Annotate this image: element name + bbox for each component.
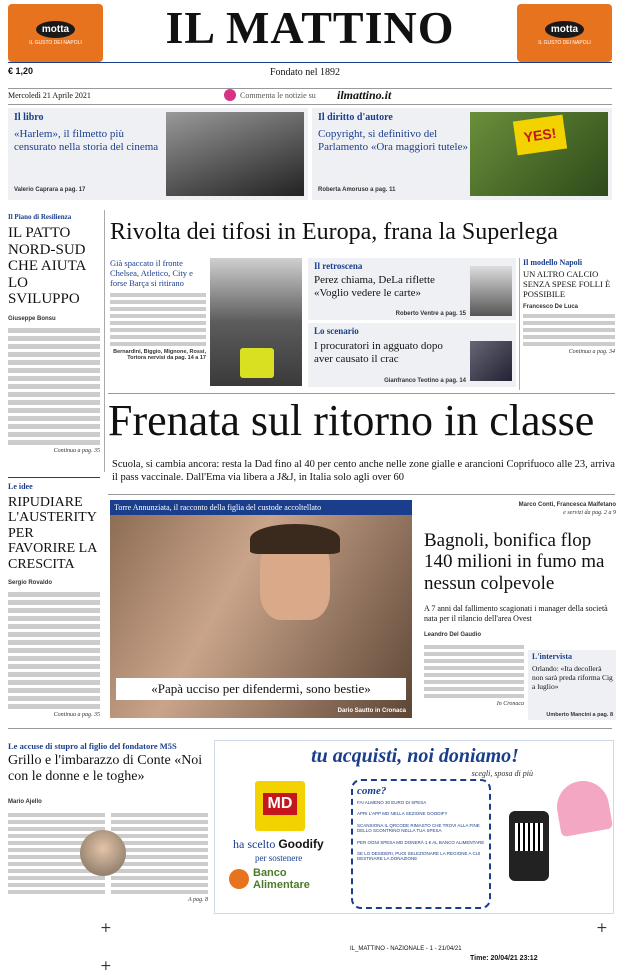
torre-byline: Dario Sautto in Cronaca	[337, 708, 406, 714]
kicker: Il Piano di Resilienza	[8, 213, 72, 221]
motta-logo: motta	[36, 21, 75, 38]
founded: Fondato nel 1892	[270, 67, 340, 78]
perez-photo	[470, 266, 512, 316]
main-authors-sub: e servizi da pag. 2 a 9	[563, 510, 616, 516]
ad-come: come?	[357, 785, 387, 797]
main-subheadline: Scuola, si cambia ancora: resta la Dad fino al 40 per cento anche nelle zone gialle e arancioni Coprifuoco alle 23, arriva il pass vaccinale. Dall'Ema via libera a J&J, in Italia solo agli over 60	[112, 459, 615, 484]
kicker: Il modello Napoli	[523, 258, 583, 267]
bagnoli-author: Leandro Del Gaudio	[424, 632, 482, 638]
continue: Continua a pag. 35	[53, 447, 100, 454]
teaser-title: Copyright, si definitivo del Parlamento «Ora maggiori tutele»	[318, 128, 468, 153]
byline: Umberto Mancini a pag. 8	[546, 712, 613, 718]
phone-image	[509, 811, 549, 881]
crop-mark-icon: +	[100, 920, 112, 936]
ad-step: APRI L'APP MD NELLA SEZIONE GOODIFY	[357, 811, 448, 817]
kicker: L'intervista	[532, 652, 572, 661]
ad-steps	[351, 779, 491, 909]
superlega-byline: Bernardini, Biggio, Mignone, Rossi, Tortora nervisi da pag. 14 a 17	[113, 348, 206, 361]
headline: IL PATTO NORD-SUD CHE AIUTA LO SVILUPPO	[8, 225, 86, 307]
teaser-kicker: Il libro	[14, 112, 44, 123]
teaser-byline: Roberta Amoruso a pag. 11	[318, 187, 396, 193]
ad-sub: IL GUSTO DEI NAPOLI	[538, 39, 591, 46]
print-time: Time: 20/04/21 23:12	[470, 955, 538, 962]
article-resilienza[interactable]	[8, 213, 100, 455]
torre-quote: «Papà ucciso per difendermi, sono bestie»	[116, 678, 406, 700]
ad-step: PER OGNI SPESA MD DONERÀ 1 € AL BANCO ALIMENTARE	[357, 839, 485, 845]
motta-logo: motta	[545, 21, 584, 38]
grillo-photo	[80, 830, 126, 876]
superlega-lead-block	[110, 258, 206, 361]
kicker: Lo scenario	[314, 326, 359, 336]
torre-banner: Torre Annunziata, il racconto della figlia del custode accoltellato	[110, 500, 412, 515]
ad-step: SCANSIONA IL QRCODE RIMASTO CHE TROVI ALLA FINE DELLO SCONTRINO NELLA TUA SPESA	[357, 822, 480, 834]
edition-line: IL_MATTINO - NAZIONALE - 1 - 21/04/21	[350, 946, 462, 952]
superlega-headline[interactable]: Rivolta dei tifosi in Europa, frana la Superlega	[110, 219, 558, 245]
scenario-box[interactable]	[308, 323, 516, 387]
bagnoli-headline[interactable]: Bagnoli, bonifica flop 140 milioni in fumo ma nessun colpevole	[424, 530, 605, 594]
heart-icon	[553, 777, 613, 837]
web-prefix: Commenta le notizie su	[240, 91, 316, 100]
superlega-lead: Già spaccato il fronte Chelsea, Atletico, City e forse Barça si ritirano	[110, 258, 193, 289]
headline: RIPUDIARE L'AUSTERITY PER FAVORIRE LA CRESCITA	[8, 495, 97, 572]
main-authors: Marco Conti, Francesca Malfetano	[518, 502, 616, 508]
superleague-photo	[470, 341, 512, 381]
teaser-libro[interactable]	[8, 108, 308, 200]
bagnoli-body	[424, 642, 524, 709]
byline: Gianfranco Teotino a pag. 14	[384, 378, 466, 384]
md-logo	[255, 781, 305, 831]
grillo-page: A pag. 8	[187, 897, 208, 903]
newspaper-title: IL MATTINO	[165, 2, 455, 53]
bagnoli-sub: A 7 anni dal fallimento scagionati i manager della società nata per il rilancio dell'area Ovest	[424, 604, 608, 623]
banco-logo	[229, 869, 249, 889]
ad-motta-left[interactable]	[8, 4, 103, 62]
crop-mark-icon: +	[100, 958, 112, 974]
fans-photo	[210, 258, 302, 386]
kicker: Le idee	[8, 482, 33, 491]
comment-icon	[224, 89, 236, 101]
cronaca-ref: In Cronaca	[496, 701, 524, 707]
headline: Perez chiama, DeLa riflette «Voglio vedere le carte»	[314, 274, 435, 299]
author: Sergio Rovaldo	[8, 579, 53, 586]
article-napoli[interactable]	[523, 258, 615, 357]
intervista-box[interactable]	[528, 650, 616, 720]
md-brand: MD	[263, 793, 298, 815]
grillo-headline[interactable]: Grillo e l'imbarazzo di Conte «Noi con le donne e le toghe»	[8, 753, 203, 785]
article-idee[interactable]	[8, 482, 100, 719]
author: Giuseppe Bonsu	[8, 315, 56, 322]
ad-per: per sostenere	[255, 853, 303, 863]
headline: I procuratori in agguato dopo aver causato il crac	[314, 340, 443, 365]
ad-sub: scegli, sposa di più	[471, 769, 533, 778]
kicker: Il retroscena	[314, 261, 363, 271]
byline: Roberto Ventre a pag. 15	[395, 311, 466, 317]
protest-photo: YES!	[470, 112, 608, 196]
ad-motta-right[interactable]	[517, 4, 612, 62]
web-link[interactable]: ilmattino.it	[337, 88, 392, 102]
qrcode-icon	[515, 823, 543, 851]
headline: UN ALTRO CALCIO SENZA SPESE FOLLI È POSSIBILE	[523, 269, 611, 299]
ad-step: FAI ALMENO 30 EURO DI SPESA	[357, 800, 427, 805]
banco-name: Banco Alimentare	[253, 867, 310, 891]
issue-date: Mercoledì 21 Aprile 2021	[8, 91, 91, 100]
author: Francesco De Luca	[523, 304, 579, 311]
teaser-title: «Harlem», il filmetto più censurato nella storia del cinema	[14, 128, 159, 153]
md-advertisement[interactable]	[214, 740, 614, 914]
teaser-byline: Valerio Caprara a pag. 17	[14, 187, 86, 193]
price: € 1,20	[8, 66, 34, 76]
ad-headline: tu acquisti, noi doniamo!	[311, 745, 519, 767]
grillo-author: Mario Ajello	[8, 799, 42, 805]
ad-step: SE LO DESIDERI, PUOI SELEZIONARE LA REGIONE A CUI DESTINARE LA DONAZIONE	[357, 850, 481, 862]
ad-sub: IL GUSTO DEI NAPOLI	[29, 39, 82, 46]
grillo-kicker: Le accuse di stupro al figlio del fondatore M5S	[8, 741, 177, 751]
man-hair	[250, 524, 340, 554]
torre-photo-block[interactable]	[110, 500, 412, 718]
retroscena-box[interactable]	[308, 258, 516, 320]
teaser-kicker: Il diritto d'autore	[318, 112, 393, 123]
continue: Continua a pag. 35	[53, 711, 100, 718]
ad-scelto: ha scelto Goodify	[233, 837, 324, 851]
teaser-copyright[interactable]	[312, 108, 612, 200]
headline: Orlando: «Ita decollerà non sarà preda riforma Cig a luglio»	[532, 664, 613, 691]
continue: Continua a pag. 34	[568, 349, 615, 356]
main-headline[interactable]: Frenata sul ritorno in classe	[108, 396, 595, 445]
harlem-photo	[166, 112, 304, 196]
crop-mark-icon: +	[596, 920, 608, 936]
